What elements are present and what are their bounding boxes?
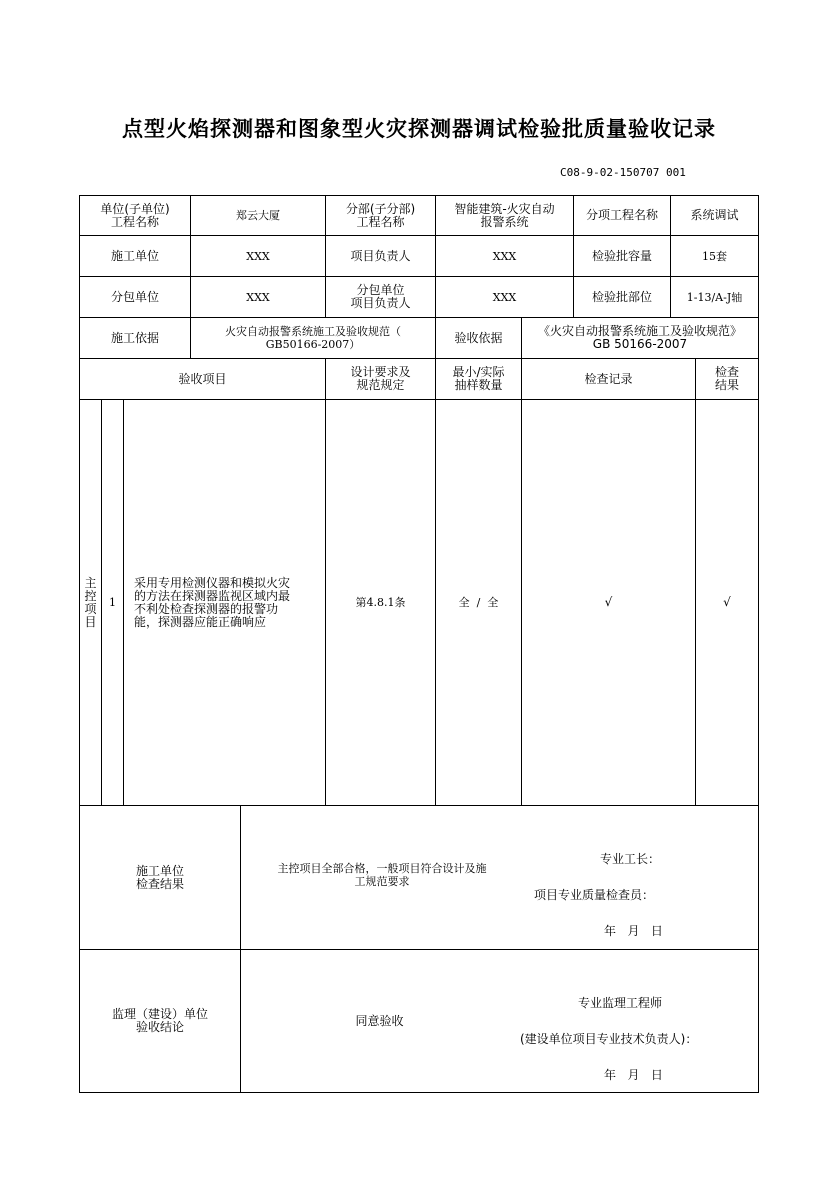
contractor-value: XXX (246, 249, 270, 263)
supervisor-tech: (建设单位项目专业技术负责人)： (520, 1031, 698, 1046)
foreman-label: 专业工长： (600, 851, 661, 866)
main-item-record: √ (604, 595, 613, 609)
acceptance-basis-label: 验收依据 (454, 330, 503, 345)
supervisor-date: 年 月 日 (604, 1067, 663, 1082)
page-title: 点型火焰探测器和图象型火灾探测器调试检验批质量验收记录 (122, 117, 716, 141)
supervisor-engineer: 专业监理工程师 (577, 995, 662, 1010)
subcontractor-value: XXX (246, 290, 270, 304)
header-design: 设计要求及 规范规定 (350, 365, 411, 392)
division-label: 分部(子分部) 工程名称 (345, 201, 416, 229)
sub-pm-value: XXX (492, 290, 517, 304)
part-value: 1-13/A-J轴 (686, 290, 743, 304)
sub-pm-label: 分包单位 项目负责人 (350, 283, 411, 310)
header-sample: 最小/实际 抽样数量 (452, 365, 505, 392)
subitem-value: 系统调试 (690, 208, 739, 222)
supervisor-text: 同意验收 (355, 1013, 404, 1028)
main-item-result: √ (723, 595, 731, 609)
acceptance-basis-value: 《火灾自动报警系统施工及验收规范》 GB 50166-2007 (537, 324, 742, 351)
part-label: 检验批部位 (591, 289, 652, 304)
main-group-label: 主控项目 (84, 575, 97, 629)
main-item-no: 1 (109, 596, 116, 609)
pm-value: XXX (492, 249, 517, 263)
contractor-label: 施工单位 (110, 248, 159, 263)
document-code: C08-9-02-150707 001 (560, 166, 686, 179)
header-result: 检查 结果 (714, 365, 739, 392)
unit-name-value: 郑云大厦 (236, 209, 280, 222)
inspector-label: 项目专业质量检查员： (534, 887, 655, 902)
pm-label: 项目负责人 (350, 248, 411, 263)
division-value: 智能建筑-火灾自动 报警系统 (454, 201, 555, 229)
main-item-sample: 全 / 全 (458, 596, 499, 609)
contractor-date: 年 月 日 (604, 923, 663, 938)
construction-basis-value: 火灾自动报警系统施工及验收规范（ GB50166-2007） (225, 325, 401, 351)
header-record: 检查记录 (584, 371, 633, 386)
subitem-label: 分项工程名称 (585, 208, 658, 222)
contractor-check-text: 主控项目全部合格，一般项目符合设计及施 工规范要求 (277, 862, 487, 888)
capacity-value: 15套 (702, 249, 727, 263)
contractor-check-label: 施工单位 检查结果 (135, 863, 184, 891)
supervisor-label: 监理（建设）单位 验收结论 (111, 1007, 208, 1034)
subcontractor-label: 分包单位 (110, 289, 159, 304)
main-item-content: 采用专用检测仪器和模拟火灾的方法在探测器监视区域内最不利处检查探测器的报警功能，探测器应能正确响应 (134, 575, 291, 629)
capacity-label: 检验批容量 (591, 248, 652, 263)
construction-basis-label: 施工依据 (110, 330, 159, 345)
header-item: 验收项目 (178, 371, 227, 386)
main-item-design: 第4.8.1条 (355, 596, 406, 609)
unit-name-label: 单位(子单位) 工程名称 (100, 201, 170, 229)
